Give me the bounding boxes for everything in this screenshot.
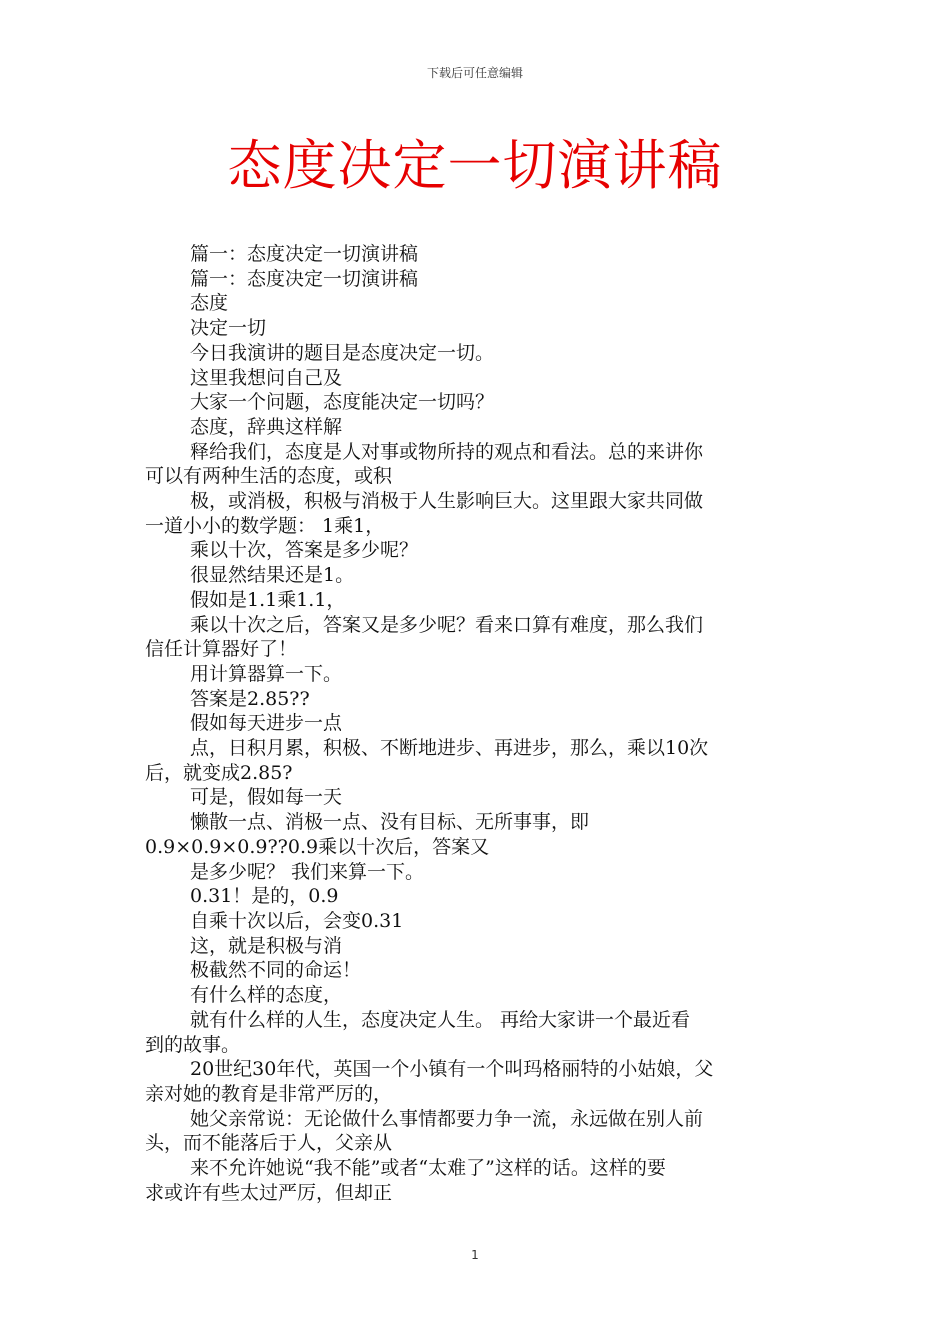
body-line: 假如每天进步一点	[190, 712, 343, 735]
body-line: 有什么样的态度，	[190, 984, 343, 1007]
body-line: 用计算器算一下。	[190, 662, 343, 685]
body-line: 一道小小的数学题： 1乘1，	[145, 514, 385, 537]
body-line: 求或许有些太过严厉，但却正	[145, 1181, 393, 1204]
body-line: 信任计算器好了！	[145, 638, 298, 661]
body-line: 篇一：态度决定一切演讲稿	[190, 267, 419, 290]
body-line: 很显然结果还是1。	[190, 564, 355, 587]
body-line: 态度，辞典这样解	[190, 415, 343, 438]
body-line: 0.31！是的，0.9	[190, 885, 339, 908]
body-line: 到的故事。	[145, 1033, 241, 1056]
body-line: 懒散一点、消极一点、没有目标、无所事事，即	[190, 811, 590, 834]
body-line: 释给我们，态度是人对事或物所持的观点和看法。总的来讲你	[190, 440, 704, 463]
body-line: 点，日积月累，积极、不断地进步、再进步，那么，乘以10次	[190, 737, 709, 760]
body-line: 今日我演讲的题目是态度决定一切。	[190, 341, 495, 364]
body-line: 20世纪30年代，英国一个小镇有一个叫玛格丽特的小姑娘，父	[190, 1058, 714, 1081]
body-line: 大家一个问题，态度能决定一切吗？	[190, 391, 495, 414]
body-line: 答案是2.85??	[190, 687, 310, 710]
body-line: 头，而不能落后于人，父亲从	[145, 1132, 393, 1155]
body-line: 就有什么样的人生，态度决定人生。 再给大家讲一个最近看	[190, 1008, 691, 1031]
body-line: 0.9×0.9×0.9??0.9乘以十次后，答案又	[145, 835, 490, 858]
body-line: 假如是1.1乘1.1，	[190, 588, 346, 611]
body-line: 极，或消极，积极与消极于人生影响巨大。这里跟大家共同做	[190, 490, 704, 513]
body-line: 来不允许她说“我不能”或者“太难了”这样的话。这样的要	[190, 1157, 666, 1180]
body-line: 这里我想问自己及	[190, 366, 343, 389]
body-line: 乘以十次，答案是多少呢？	[190, 539, 419, 562]
page-number: 1	[471, 1248, 479, 1262]
body-line: 篇一：态度决定一切演讲稿	[190, 243, 419, 265]
document-title: 态度决定一切演讲稿	[227, 134, 723, 197]
body-line: 后，就变成2.85?	[145, 761, 293, 784]
body-line: 乘以十次之后，答案又是多少呢？看来口算有难度，那么我们	[190, 613, 704, 636]
body-line: 态度	[190, 292, 229, 315]
body-line: 她父亲常说：无论做什么事情都要力争一流，永远做在别人前	[190, 1107, 704, 1130]
body-line: 是多少呢？ 我们来算一下。	[190, 860, 425, 883]
body-line: 极截然不同的命运！	[190, 959, 362, 982]
body-line: 决定一切	[190, 317, 267, 340]
body-line: 可以有两种生活的态度，或积	[145, 465, 393, 488]
body-line: 这，就是积极与消	[190, 934, 343, 957]
body-line: 可是，假如每一天	[190, 786, 343, 809]
header-note: 下载后可任意编辑	[426, 66, 523, 80]
body-line: 亲对她的教育是非常严厉的，	[145, 1082, 393, 1105]
document-body	[145, 242, 805, 1205]
body-line: 自乘十次以后，会变0.31	[190, 909, 404, 932]
